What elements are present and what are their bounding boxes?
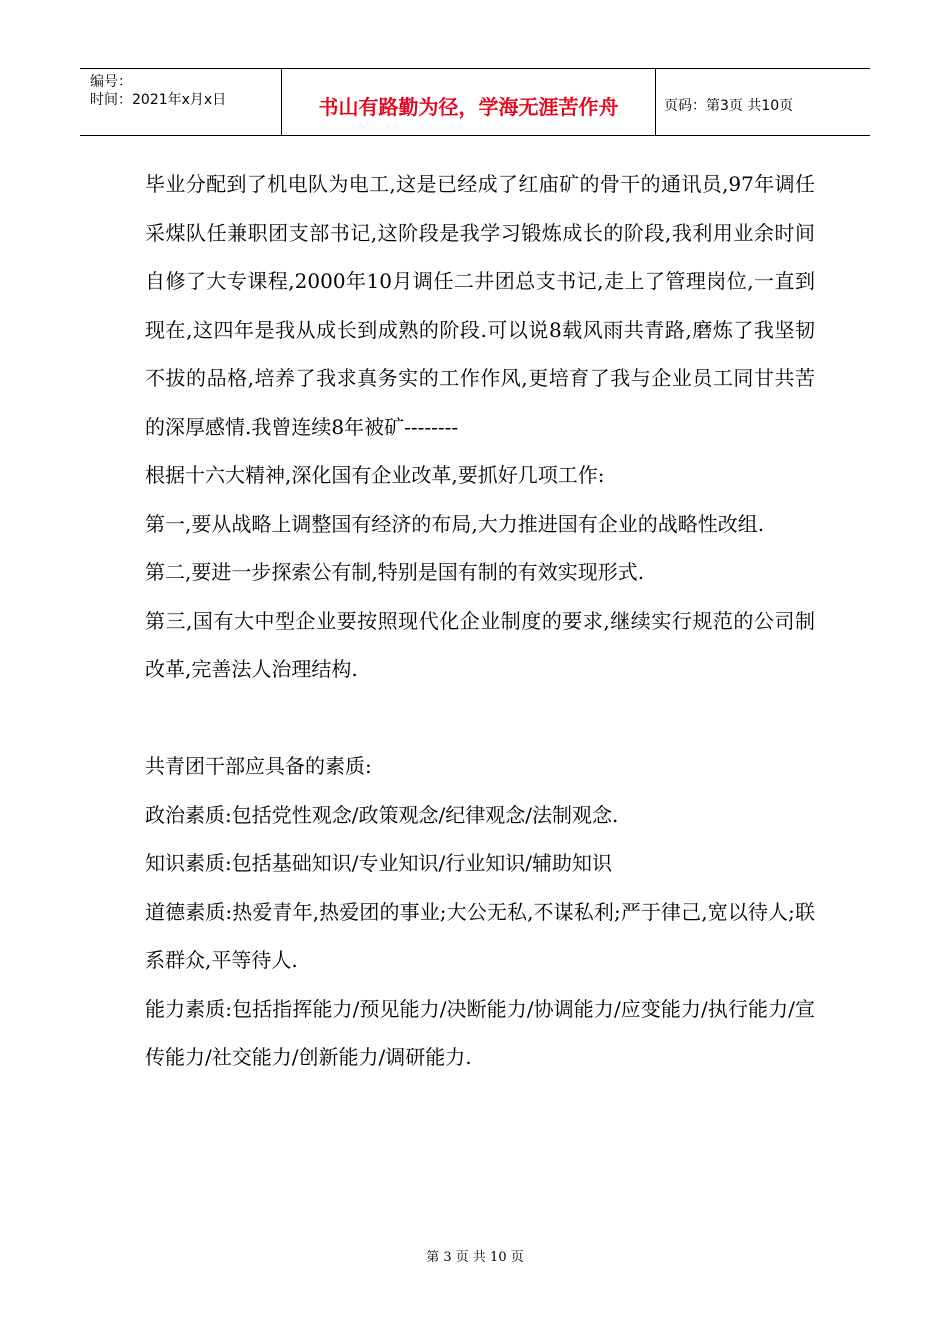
paragraph: 能力素质:包括指挥能力/预见能力/决断能力/协调能力/应变能力/执行能力/宣传能力/社交能力/创新能力/调研能力. [145,996,815,1069]
paragraph: 根据十六大精神,深化国有企业改革,要抓好几项工作: [145,463,605,487]
header-motto: 书山有路勤为径，学海无涯苦作舟 [282,69,656,135]
document-body [145,160,815,1082]
paragraph: 知识素质:包括基础知识/专业知识/行业知识/辅助知识 [145,851,612,875]
paragraph: 共青团干部应具备的素质: [145,754,372,778]
header-page-info: 页码：第3页 共10页 [664,98,794,114]
paragraph: 第二,要进一步探索公有制,特别是国有制的有效实现形式. [145,560,645,584]
header-meta [80,69,282,135]
paragraph: 毕业分配到了机电队为电工,这是已经成了红庙矿的骨干的通讯员,97年调任采煤队任兼职团支部书记,这阶段是我学习锻炼成长的阶段,我利用业余时间自修了大专课程,2000年10月调任二井团总支书记,走上了管理岗位,一直到现在,这四年是我从成长到成熟的阶段.可以说8载风雨共青路,磨炼了我坚韧不拔的品格,培养了我求真务实的工作作风,更培育了我与企业员工同甘共苦的深厚感情.我曾连续8年被矿-------- [145,172,815,439]
document-time-label: 时间：2021年x月x日 [90,92,227,108]
paragraph: 第一,要从战略上调整国有经济的布局,大力推进国有企业的战略性改组. [145,511,765,536]
blank-line [145,694,815,743]
paragraph: 道德素质:热爱青年,热爱团的事业;大公无私,不谋私利;严于律己,宽以待人;联系群众,平等待人. [145,899,815,972]
paragraph: 政治素质:包括党性观念/政策观念/纪律观念/法制观念. [145,802,619,827]
paragraph: 第三,国有大中型企业要按照现代化企业制度的要求,继续实行规范的公司制改革,完善法人治理结构. [145,608,815,681]
page-footer: 第 3 页 共 10 页 [426,1250,524,1265]
page-header [80,68,870,136]
document-number-label: 编号： [90,74,132,90]
